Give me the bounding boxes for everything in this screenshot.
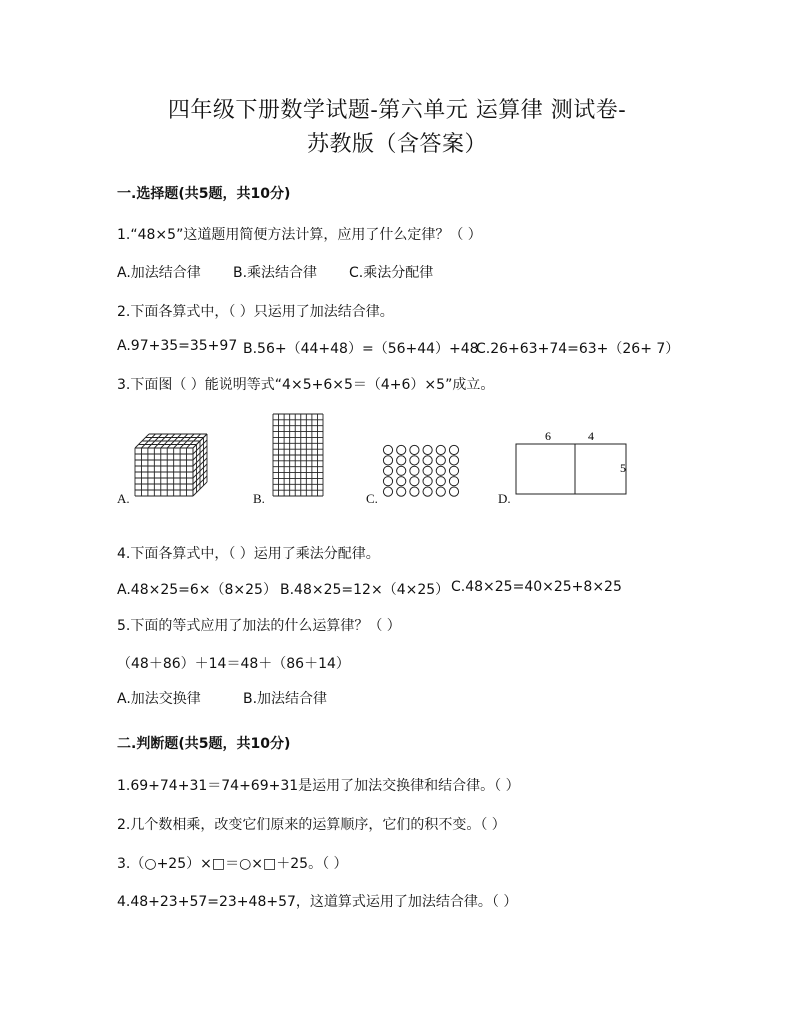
figure-d-label: D. xyxy=(498,491,511,506)
judge-q3-text: 3.（○+25）×□＝○×□＋25。（ ） xyxy=(117,856,348,872)
judge-q4-text: 4.48+23+57=23+48+57，这道算式运用了加法结合律。（ ） xyxy=(117,894,518,910)
page-title-line2: 苏教版（含答案） xyxy=(306,132,487,157)
figure-d-top-left-label: 6 xyxy=(545,429,551,443)
judge-q2-text: 2.几个数相乘，改变它们原来的运算顺序，它们的积不变。（ ） xyxy=(117,817,506,833)
section1-heading: 一.选择题(共5题，共10分) xyxy=(117,186,291,202)
page-title-line1: 四年级下册数学试题-第六单元 运算律 测试卷- xyxy=(167,98,627,123)
q5-option-b: B.加法结合律 xyxy=(243,691,328,707)
figure-a-label: A. xyxy=(117,491,130,506)
q4-option-a: A.48×25=6×（8×25） xyxy=(117,582,277,598)
q3-text: 3.下面图（ ）能说明等式“4×5+6×5＝（4+6）×5”成立。 xyxy=(117,377,495,393)
figure-c-label: C. xyxy=(366,491,378,506)
q4-text: 4.下面各算式中，（ ）运用了乘法分配律。 xyxy=(117,546,380,562)
q5-expression: （48＋86）＋14＝48＋（86＋14） xyxy=(117,656,350,672)
q2-option-c: C.26+63+74=63+（26+ 7） xyxy=(476,341,680,357)
figure-c-circles xyxy=(381,444,463,498)
figure-b-grid xyxy=(271,412,325,498)
q1-text: 1.“48×5”这道题用简便方法计算，应用了什么定律？（ ） xyxy=(117,227,482,243)
q5-text: 5.下面的等式应用了加法的什么运算律？（ ） xyxy=(117,618,401,634)
q1-option-a: A.加法结合律 xyxy=(117,265,201,281)
figure-d-rectangle xyxy=(512,428,634,498)
q2-option-b: B.56+（44+48）=（56+44）+48 xyxy=(243,341,479,357)
q2-option-a: A.97+35=35+97 xyxy=(117,338,238,354)
figure-d-top-right-label: 4 xyxy=(588,429,594,443)
figure-d-side-label: 5 xyxy=(620,461,626,475)
q4-option-c: C.48×25=40×25+8×25 xyxy=(451,579,622,595)
section2-heading: 二.判断题(共5题，共10分) xyxy=(117,736,291,752)
judge-q1-text: 1.69+74+31＝74+69+31是运用了加法交换律和结合律。（ ） xyxy=(117,778,520,794)
q2-text: 2.下面各算式中，（ ）只运用了加法结合律。 xyxy=(117,304,394,320)
q4-option-b: B.48×25=12×（4×25） xyxy=(280,582,450,598)
q1-option-b: B.乘法结合律 xyxy=(233,265,318,281)
figure-a-grid-cube xyxy=(132,432,212,498)
q5-option-a: A.加法交换律 xyxy=(117,691,201,707)
figure-b-label: B. xyxy=(253,491,265,506)
q1-option-c: C.乘法分配律 xyxy=(349,265,434,281)
